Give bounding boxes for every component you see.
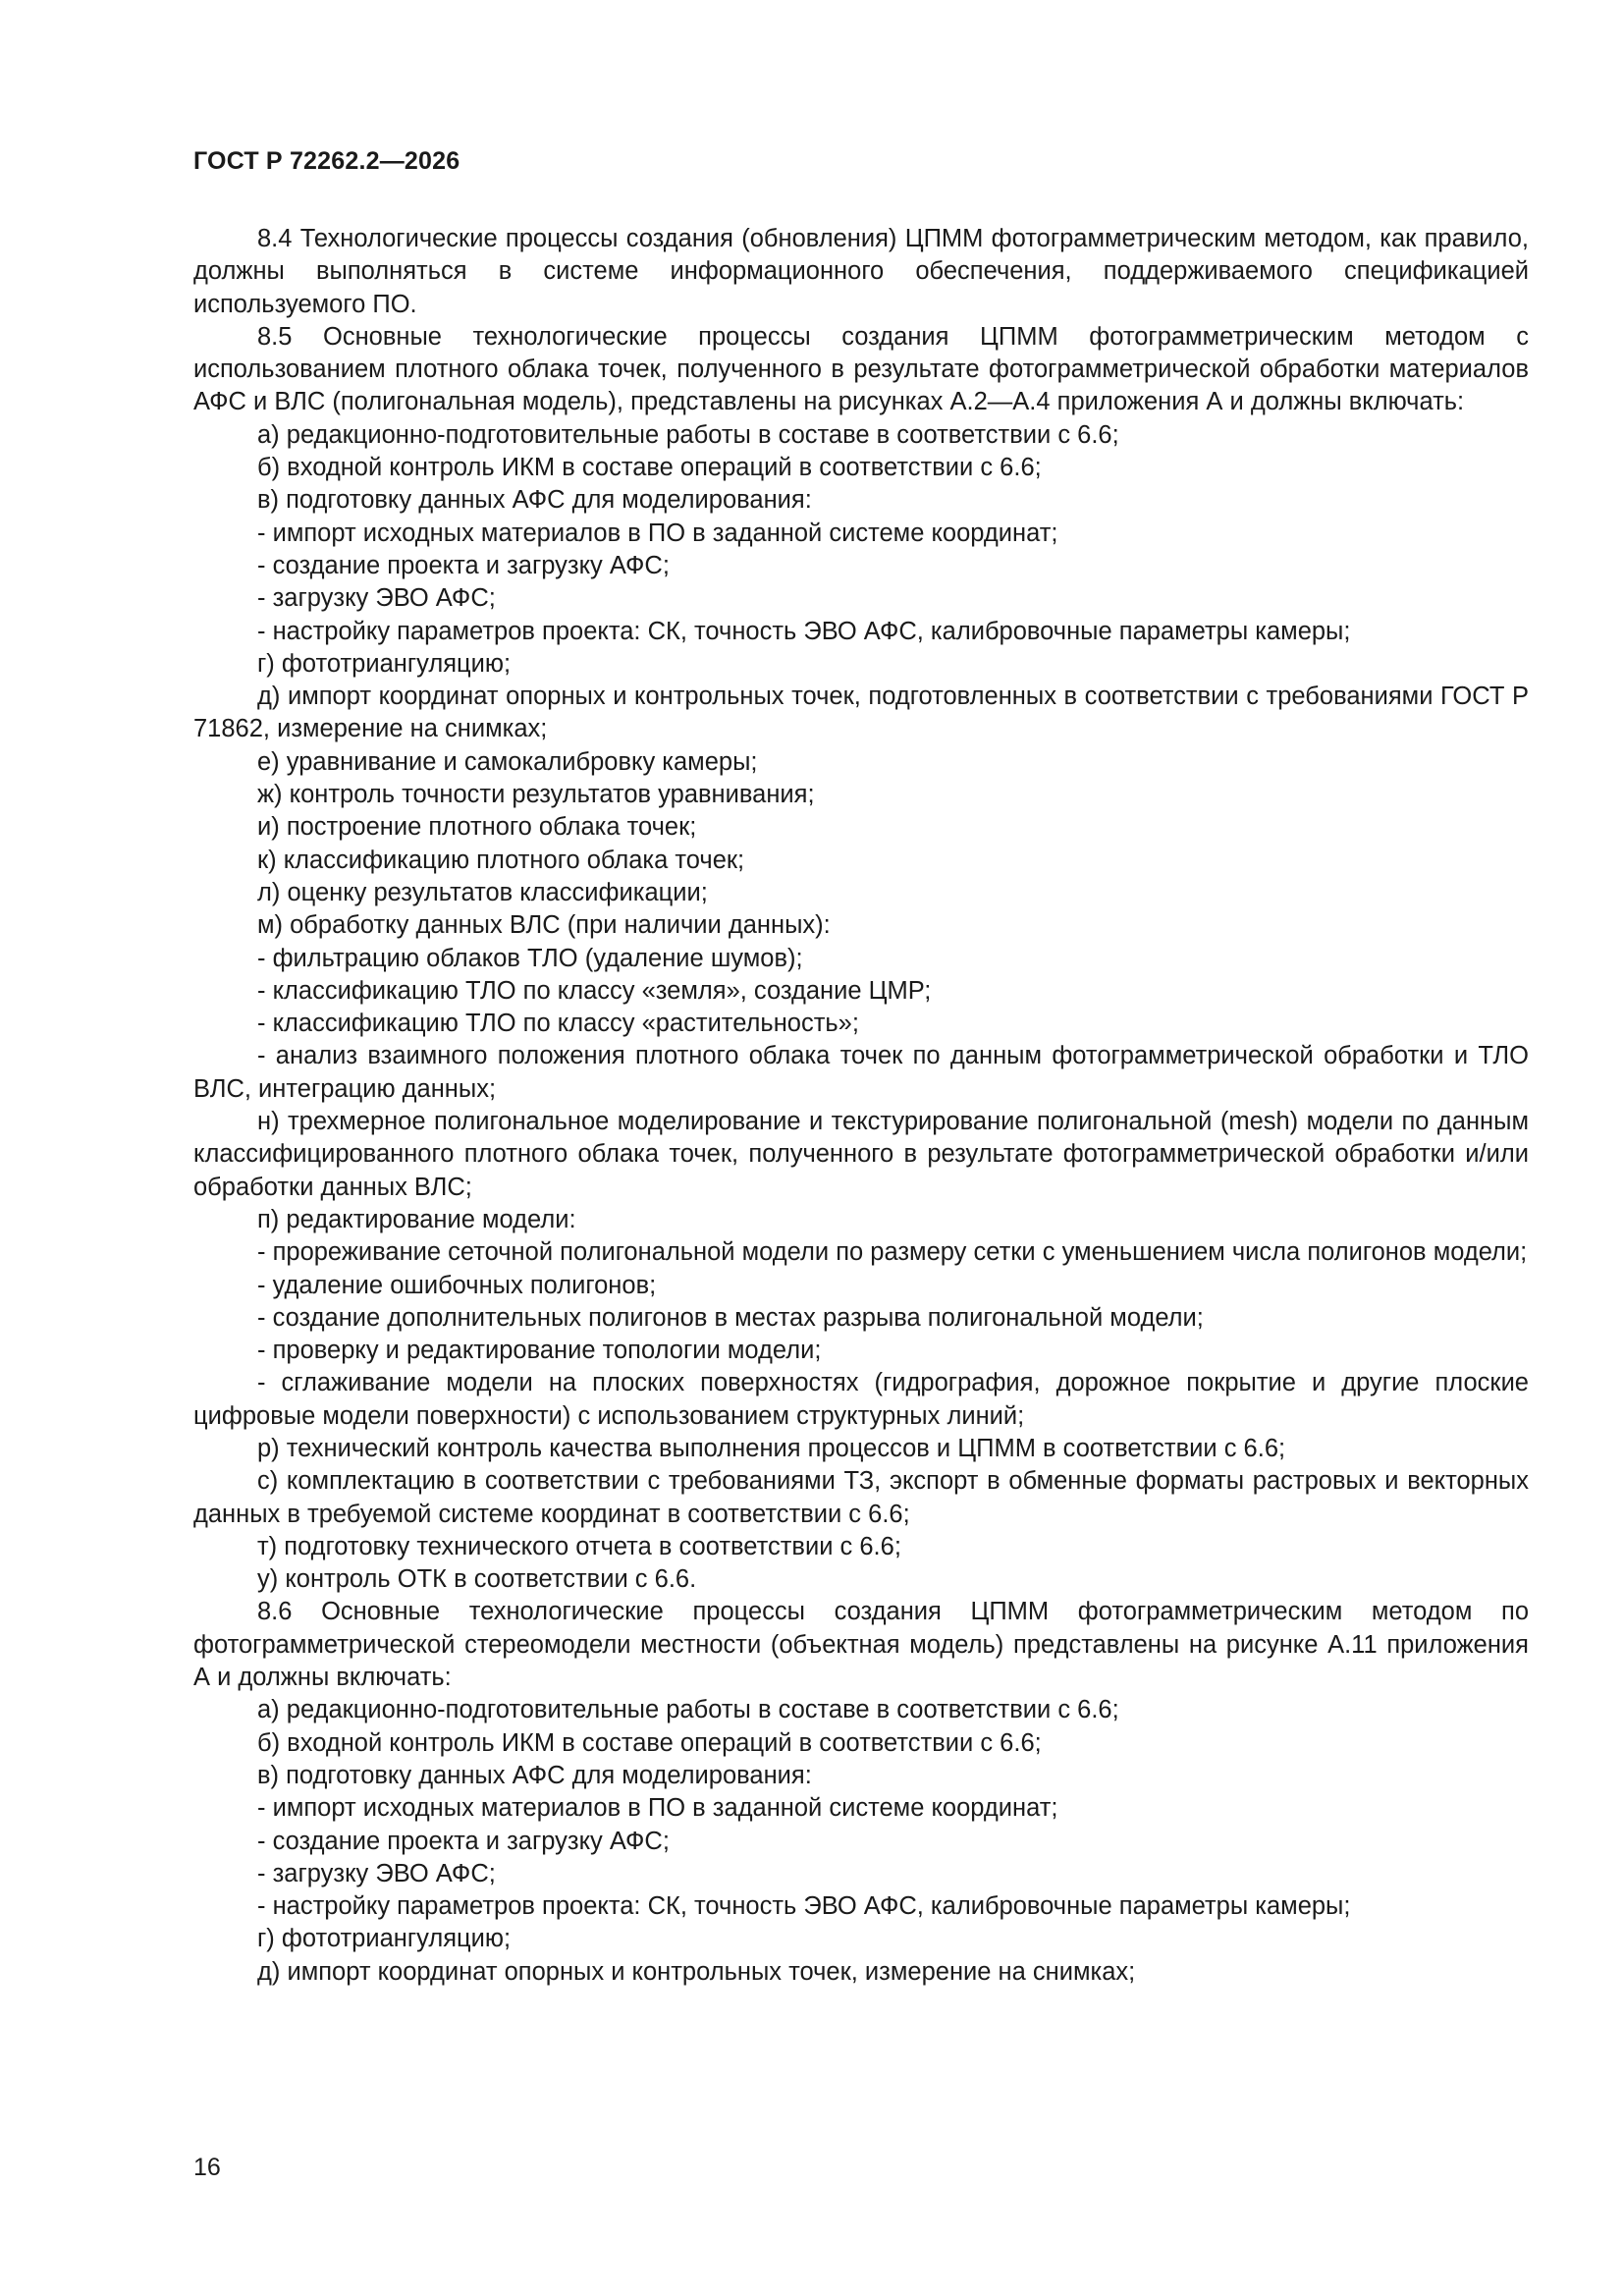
sub-list-item: - классификацию ТЛО по классу «растительность»; (257, 1010, 859, 1038)
sub-list-item: - удаление ошибочных полигонов; (257, 1271, 657, 1299)
sub-list-item: - настройку параметров проекта: СК, точность ЭВО АФС, калибровочные параметры камеры; (257, 617, 1351, 645)
section-8-5-paragraph: 8.5 Основные технологические процессы создания ЦПММ фотограмметрическим методом с использованием плотного облака точек, полученного в результате фотограмметрической обработки материалов АФС и ВЛС (полигональная модель), представлены на рисунках А.2—А.4 приложения А и должны включать: (193, 322, 1529, 416)
list-item: ж) контроль точности результатов уравнивания; (257, 781, 815, 809)
list-item: д) импорт координат опорных и контрольных точек, измерение на снимках; (257, 1957, 1136, 1986)
list-item: м) обработку данных ВЛС (при наличии данных): (257, 911, 831, 940)
sub-list-item: - создание проекта и загрузку АФС; (257, 1827, 670, 1855)
list-item: н) трехмерное полигональное моделирование и текстурирование полигональной (mesh) модели по данным классифицированного плотного облака точек, полученного в результате фотограмметрической обработки и/или обработки данных ВЛС; (193, 1108, 1529, 1201)
list-item: в) подготовку данных АФС для моделирования: (257, 486, 812, 515)
document-body (193, 223, 1529, 1989)
list-item: а) редакционно-подготовительные работы в составе в соответствии с 6.6; (257, 420, 1119, 449)
list-item: а) редакционно-подготовительные работы в составе в соответствии с 6.6; (257, 1696, 1119, 1724)
page-number: 16 (193, 2154, 221, 2181)
sub-list-item: - загрузку ЭВО АФС; (257, 584, 496, 613)
section-8-6-paragraph: 8.6 Основные технологические процессы создания ЦПММ фотограмметрическим методом по фотограмметрической стереомодели местности (объектная модель) представлены на рисунке А.11 приложения А и должны включать: (193, 1598, 1529, 1692)
list-item: п) редактирование модели: (257, 1205, 576, 1233)
sub-list-item: - загрузку ЭВО АФС; (257, 1859, 496, 1887)
list-item: р) технический контроль качества выполнения процессов и ЦПММ в соответствии с 6.6; (257, 1434, 1286, 1462)
list-item: е) уравнивание и самокалибровку камеры; (257, 747, 758, 776)
sub-list-item: - прореживание сеточной полигональной модели по размеру сетки с уменьшением числа полигонов модели; (257, 1238, 1528, 1267)
sub-list-item: - проверку и редактирование топологии модели; (257, 1337, 822, 1365)
list-item: с) комплектацию в соответствии с требованиями ТЗ, экспорт в обменные форматы растровых и векторных данных в требуемой системе координат в соответствии с 6.6; (193, 1467, 1529, 1528)
list-item: в) подготовку данных АФС для моделирования: (257, 1761, 812, 1789)
list-item: б) входной контроль ИКМ в составе операций в соответствии с 6.6; (257, 1728, 1042, 1757)
sub-list-item: - классификацию ТЛО по классу «земля», создание ЦМР; (257, 976, 932, 1005)
list-item: г) фототриангуляцию; (257, 649, 512, 678)
list-item: у) контроль ОТК в соответствии с 6.6. (257, 1565, 697, 1594)
list-item: б) входной контроль ИКМ в составе операций в соответствии с 6.6; (257, 454, 1042, 482)
sub-list-item: - настройку параметров проекта: СК, точность ЭВО АФС, калибровочные параметры камеры; (257, 1892, 1351, 1921)
sub-list-item: - импорт исходных материалов в ПО в заданной системе координат; (257, 1794, 1058, 1823)
section-8-4-paragraph: 8.4 Технологические процессы создания (обновления) ЦПММ фотограмметрическим методом, как правило, должны выполняться в системе информационного обеспечения, поддерживаемого спецификацией используемого ПО. (193, 225, 1529, 318)
list-item: т) подготовку технического отчета в соответствии с 6.6; (257, 1532, 901, 1560)
document-header: ГОСТ Р 72262.2—2026 (193, 147, 460, 175)
list-item: к) классификацию плотного облака точек; (257, 846, 745, 874)
sub-list-item: - сглаживание модели на плоских поверхностях (гидрография, дорожное покрытие и другие плоские цифровые модели поверхности) с использованием структурных линий; (193, 1369, 1529, 1430)
sub-list-item: - создание проекта и загрузку АФС; (257, 551, 670, 579)
list-item: и) построение плотного облака точек; (257, 813, 697, 842)
list-item: г) фототриангуляцию; (257, 1925, 512, 1953)
sub-list-item: - создание дополнительных полигонов в местах разрыва полигональной модели; (257, 1303, 1204, 1332)
list-item: д) импорт координат опорных и контрольных точек, подготовленных в соответствии с требованиями ГОСТ Р 71862, измерение на снимках; (193, 683, 1529, 743)
sub-list-item: - анализ взаимного положения плотного облака точек по данным фотограмметрической обработки и ТЛО ВЛС, интеграцию данных; (193, 1042, 1529, 1103)
list-item: л) оценку результатов классификации; (257, 878, 708, 906)
sub-list-item: - фильтрацию облаков ТЛО (удаление шумов); (257, 944, 803, 972)
sub-list-item: - импорт исходных материалов в ПО в заданной системе координат; (257, 519, 1058, 547)
